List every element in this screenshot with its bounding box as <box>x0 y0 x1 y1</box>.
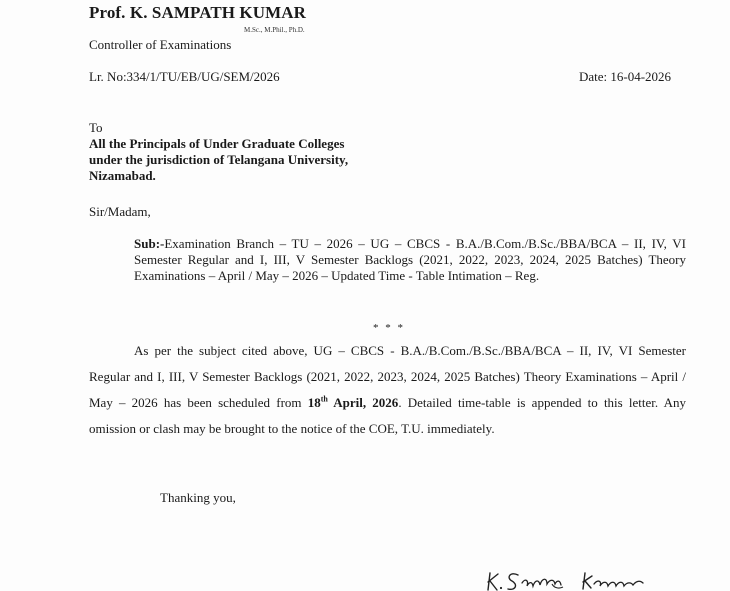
to-label: To <box>89 120 103 135</box>
sender-name: Prof. K. SAMPATH KUMAR <box>89 3 307 22</box>
body-text-part2: . Detailed time-table is appended to this letter. Any omission or clash may be brought to the notice of the COE, T.U. immediately. <box>89 395 686 436</box>
exam-date-suffix: th <box>320 394 328 404</box>
body-paragraph <box>89 338 686 442</box>
recipient-line: under the jurisdiction of Telangana University, <box>89 152 349 167</box>
subject-block <box>134 236 686 284</box>
handwritten-signature <box>484 564 664 591</box>
exam-date-day: 18 <box>307 395 321 410</box>
sender-qualifications: M.Sc., M.Phil., Ph.D. <box>244 26 305 34</box>
recipient-address <box>89 136 348 184</box>
section-separator: * * * <box>373 322 405 334</box>
letter-date: Date: 16-04-2026 <box>579 69 672 84</box>
sender-designation: Controller of Examinations <box>89 37 232 52</box>
recipient-line: Nizamabad. <box>89 168 156 183</box>
closing-text: Thanking you, <box>160 490 236 505</box>
exam-date-rest: April, 2026 <box>327 395 399 410</box>
subject-label: Sub:- <box>134 236 165 251</box>
exam-start-date <box>308 395 399 410</box>
body-text-part1: As per the subject cited above, UG – CBCS - B.A./B.Com./B.Sc./BBA/BCA – II, IV, VI Semester Regular and I, III, V Semester Backlogs (2021, 2022, 2023, 2024, 2025 Batches) Theory Examinations – April / May – 2026 has been scheduled from <box>89 343 686 410</box>
recipient-line: All the Principals of Under Graduate Colleges <box>89 136 345 151</box>
reference-number: Lr. No:334/1/TU/EB/UG/SEM/2026 <box>89 69 280 84</box>
salutation: Sir/Madam, <box>89 204 151 219</box>
subject-text: Examination Branch – TU – 2026 – UG – CBCS - B.A./B.Com./B.Sc./BBA/BCA – II, IV, VI Semester Regular and I, III, V Semester Backlogs (2021, 2022, 2023, 2024, 2025 Batches) Theory Examinations – April / May – 2026 – Updated Time - Table Intimation – Reg. <box>134 236 686 283</box>
